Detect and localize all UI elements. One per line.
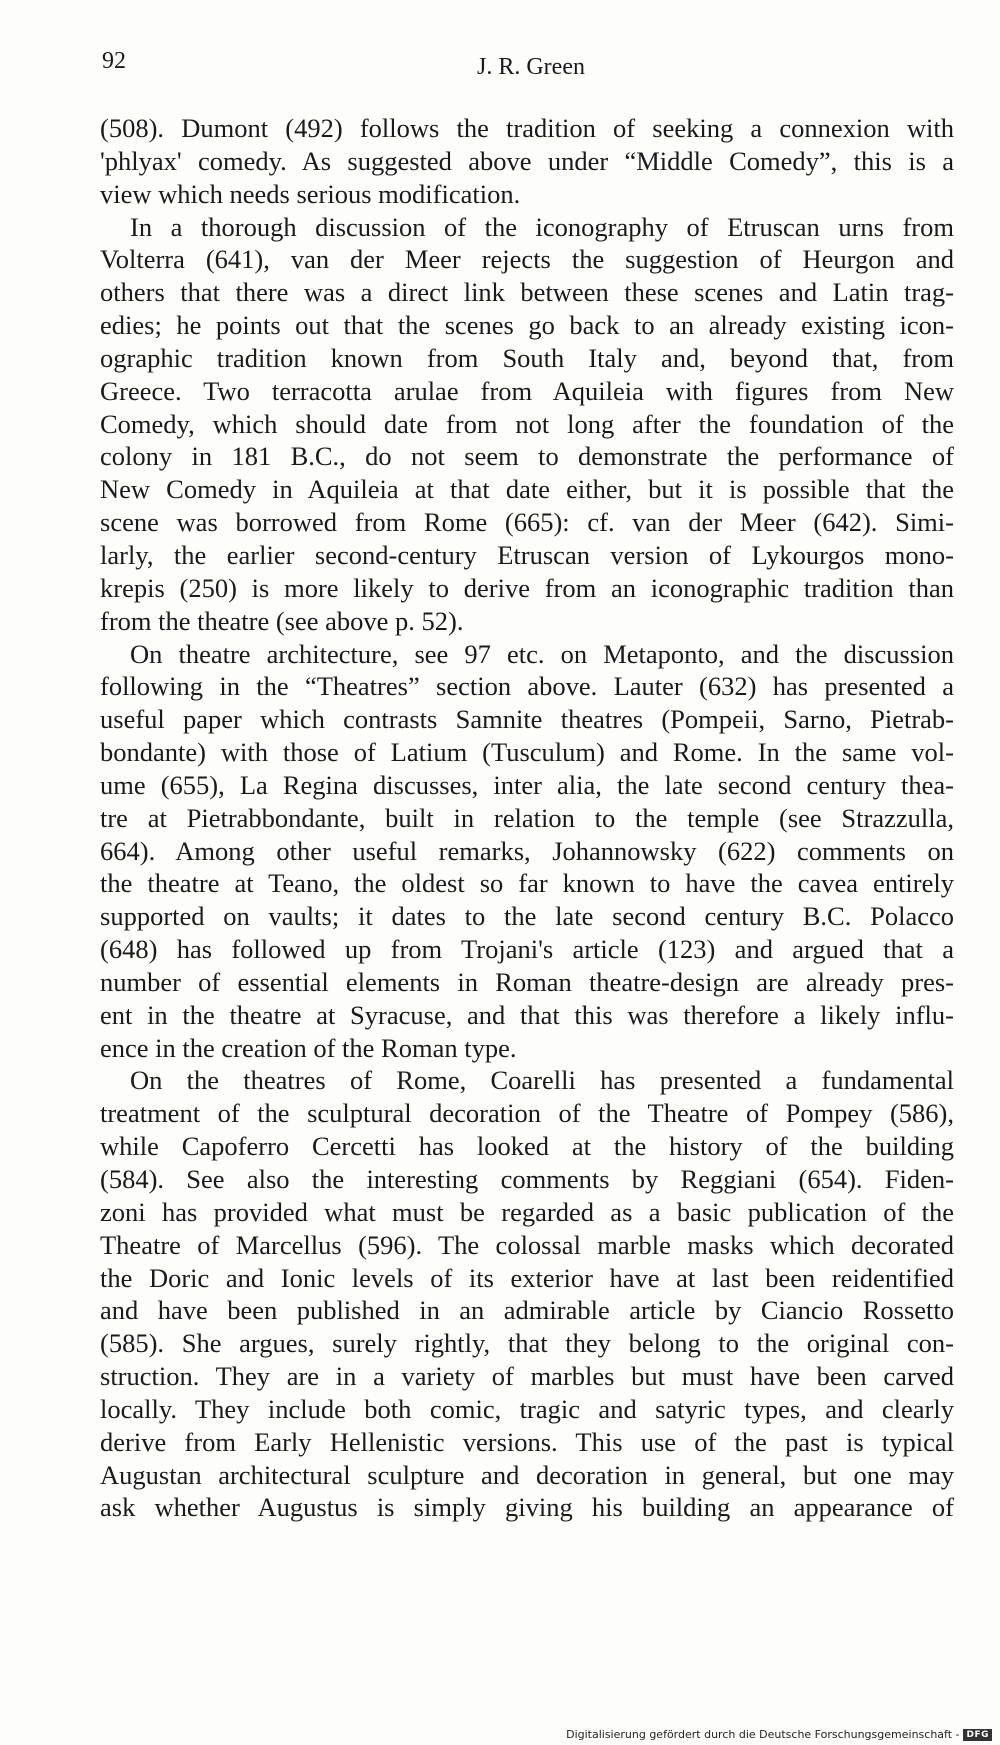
text-line: ask whether Augustus is simply giving his building an appearance of (100, 1492, 954, 1523)
text-line: the theatre at Teano, the oldest so far known to have the cavea entirely (100, 868, 954, 899)
text-line: Theatre of Marcellus (596). The colossal marble masks which decorated (100, 1229, 954, 1260)
text-line: useful paper which contrasts Samnite theatres (Pompeii, Sarno, Pietrab- (100, 704, 954, 735)
text-line: treatment of the sculptural decoration of the Theatre of Pompey (586), (100, 1098, 954, 1129)
text-line: In a thorough discussion of the iconography of Etruscan urns from (130, 211, 954, 242)
text-line: Comedy, which should date from not long after the foundation of the (100, 408, 954, 439)
credit-text: Digitalisierung gefördert durch die Deutsche Forschungsgemeinschaft - (566, 1728, 960, 1741)
text-line: (648) has followed up from Trojani's article (123) and argued that a (100, 934, 954, 965)
text-line: On the theatres of Rome, Coarelli has presented a fundamental (130, 1065, 954, 1096)
text-line: ent in the theatre at Syracuse, and that this was therefore a likely influ- (100, 999, 954, 1030)
text-line: number of essential elements in Roman theatre-design are already pres- (100, 966, 954, 997)
text-line: ographic tradition known from South Italy and, beyond that, from (100, 342, 954, 373)
text-line: (584). See also the interesting comments by Reggiani (654). Fiden- (100, 1164, 954, 1194)
text-line: view which needs serious modification. (100, 178, 521, 209)
text-line: supported on vaults; it dates to the late second century B.C. Polacco (100, 901, 954, 932)
text-line: tre at Pietrabbondante, built in relation to the temple (see Strazzulla, (100, 802, 954, 833)
text-line: ume (655), La Regina discusses, inter alia, the late second century thea- (100, 769, 954, 800)
text-line: Volterra (641), van der Meer rejects the suggestion of Heurgon and (100, 244, 954, 275)
text-line: derive from Early Hellenistic versions. This use of the past is typical (100, 1426, 954, 1457)
text-line: scene was borrowed from Rome (665): cf. van der Meer (642). Simi- (100, 507, 954, 538)
text-line: Augustan architectural sculpture and decoration in general, but one may (100, 1459, 954, 1490)
page-number: 92 (102, 48, 126, 74)
text-line: larly, the earlier second-century Etruscan version of Lykourgos mono- (100, 539, 954, 570)
text-line: ence in the creation of the Roman type. (100, 1032, 517, 1063)
text-line: Greece. Two terracotta arulae from Aquileia with figures from New (100, 375, 954, 406)
text-line: (508). Dumont (492) follows the tradition of seeking a connexion with (100, 113, 954, 143)
running-head: J. R. Green (477, 54, 585, 80)
dfg-logo: DFG (963, 1729, 992, 1741)
text-line: On theatre architecture, see 97 etc. on Metaponto, and the discussion (130, 638, 954, 669)
text-line: struction. They are in a variety of marbles but must have been carved (100, 1361, 954, 1392)
text-line: New Comedy in Aquileia at that date either, but it is possible that the (100, 474, 954, 505)
text-line: edies; he points out that the scenes go back to an already existing icon- (100, 310, 954, 341)
text-line: 664). Among other useful remarks, Johannowsky (622) comments on (100, 835, 954, 866)
page-header (102, 48, 952, 84)
text-line: the Doric and Ionic levels of its exterior have at last been reidentified (100, 1262, 954, 1293)
text-line: and have been published in an admirable article by Ciancio Rossetto (100, 1295, 954, 1326)
text-line: 'phlyax' comedy. As suggested above under “Middle Comedy”, this is a (100, 145, 954, 176)
text-line: others that there was a direct link between these scenes and Latin trag- (100, 277, 954, 308)
text-line: colony in 181 B.C., do not seem to demonstrate the performance of (100, 441, 954, 472)
text-line: while Capoferro Cercetti has looked at the history of the building (100, 1131, 954, 1162)
text-line: following in the “Theatres” section above. Lauter (632) has presented a (100, 671, 954, 702)
text-line: locally. They include both comic, tragic and satyric types, and clearly (100, 1393, 954, 1424)
text-line: krepis (250) is more likely to derive from an iconographic tradition than (100, 572, 954, 603)
body-text (100, 112, 954, 1524)
digitization-credit (566, 1728, 992, 1741)
text-line: bondante) with those of Latium (Tusculum) and Rome. In the same vol- (100, 737, 954, 768)
text-line: (585). She argues, surely rightly, that they belong to the original con- (100, 1328, 954, 1359)
text-line: from the theatre (see above p. 52). (100, 605, 464, 636)
text-line: zoni has provided what must be regarded as a basic publication of the (100, 1196, 954, 1227)
